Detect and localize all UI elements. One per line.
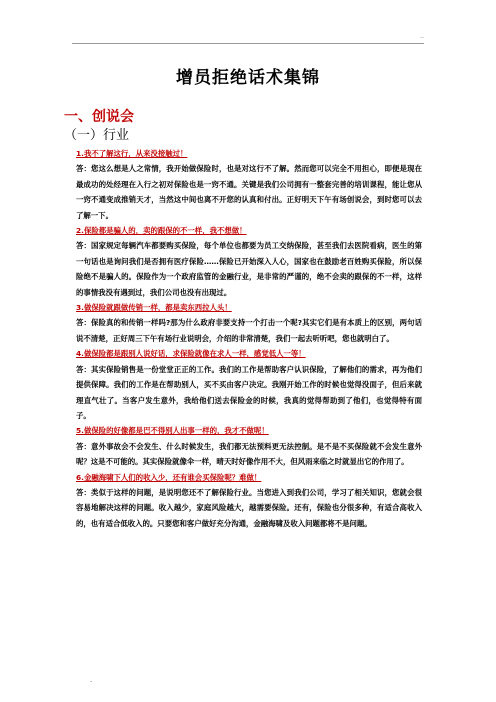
question: 3.做保险就跟做传销一样，都是卖东西拉人头！ [76,303,232,313]
footer-mark: . [90,676,93,684]
qa-list [76,146,422,531]
question: 2.保险都是骗人的，卖的跟保的不一样，我不想做！ [76,226,247,236]
question: 5.做保险的好像都是巴不得别人出事一样的，我才不做呢！ [76,426,269,436]
qa-item [76,146,422,223]
header-mark: .. [420,33,424,40]
question: 4.做保险都是跟别人说好话，求保险就像在求人一样，感觉低人一等！ [76,349,306,359]
answer: 答：您这么想是人之常情，我开始做保险时，也是对这行不了解。然而您可以完全不用担心，即便是现在最成功的处经理在入行之初对保险也是一窍不通。关键是我们公司拥有一整套完善的培训课程，能让您从一窍不通变成推销天才，当然这中间也离不开您的认真和付出。正好明天下午有场创说会，到时您可以去了解一下。 [76,164,422,220]
qa-item [76,470,422,532]
header-rule [72,43,424,44]
qa-item [76,423,422,469]
document-title: 增员拒绝话术集锦 [176,68,320,88]
answer: 答：意外事故会不会发生、什么时候发生，我们都无法预料更无法控制。是不是不买保险就不会发生意外呢？这是不可能的。其实保险就像伞一样，晴天时好像作用不大，但风雨来临之时就显出它的作用了。 [76,441,422,467]
section-heading: 一、创说会 [64,109,134,125]
question: 1.我不了解这行，从来没接触过！ [76,149,188,158]
qa-item [76,223,422,300]
answer: 答：类似于这样的问题，是说明您还不了解保险行业。当您进入到我们公司，学习了相关知识，您就会很容易地解决这样的问题。收入越少，家庭风险越大，越需要保险。还有，保险也分很多种，有适合高收入的，也有适合低收入的。只要您和客户做好充分沟通，金融海啸及收入问题都将不是问题。 [76,487,422,528]
qa-item [76,346,422,423]
answer: 答：其实保险销售是一份堂堂正正的工作。我们的工作是帮助客户认识保险，了解他们的需求，再为他们提供保障。我们的工作是在帮助别人，买不买由客户决定。我刚开始工作的时候也觉得没面子，但后来就理直气壮了。当客户发生意外，我给他们送去保险金的时候，我真的觉得帮助到了他们，也觉得特有面子。 [76,364,422,420]
subsection-heading: （一）行业 [64,128,130,143]
question: 6.金融海啸下人们的收入少，还有谁会买保险呢？难做！ [76,472,262,482]
answer: 答：保险真的和传销一样吗?那为什么政府非要支持一个打击一个呢?其实它们是有本质上的区别，两句话说不清楚，正好周三下午有场行业说明会，介绍的非常清楚，我们一起去听听吧，您也就明白了。 [76,318,422,343]
qa-item [76,300,422,346]
answer: 答：国家规定每辆汽车都要购买保险，每个单位也都要为员工交纳保险，甚至我们去医院看病，医生的第一句话也是询问我们是否拥有医疗保险……保险已开始深入人心，国家也在鼓励老百姓购买保险，所以保险绝不是骗人的。保险作为一个政府监管的金融行业，是非常的严谨的，绝不会卖的跟保的不一样，这样的事情我没有遇到过，我们公司也没有出现过。 [76,241,422,297]
